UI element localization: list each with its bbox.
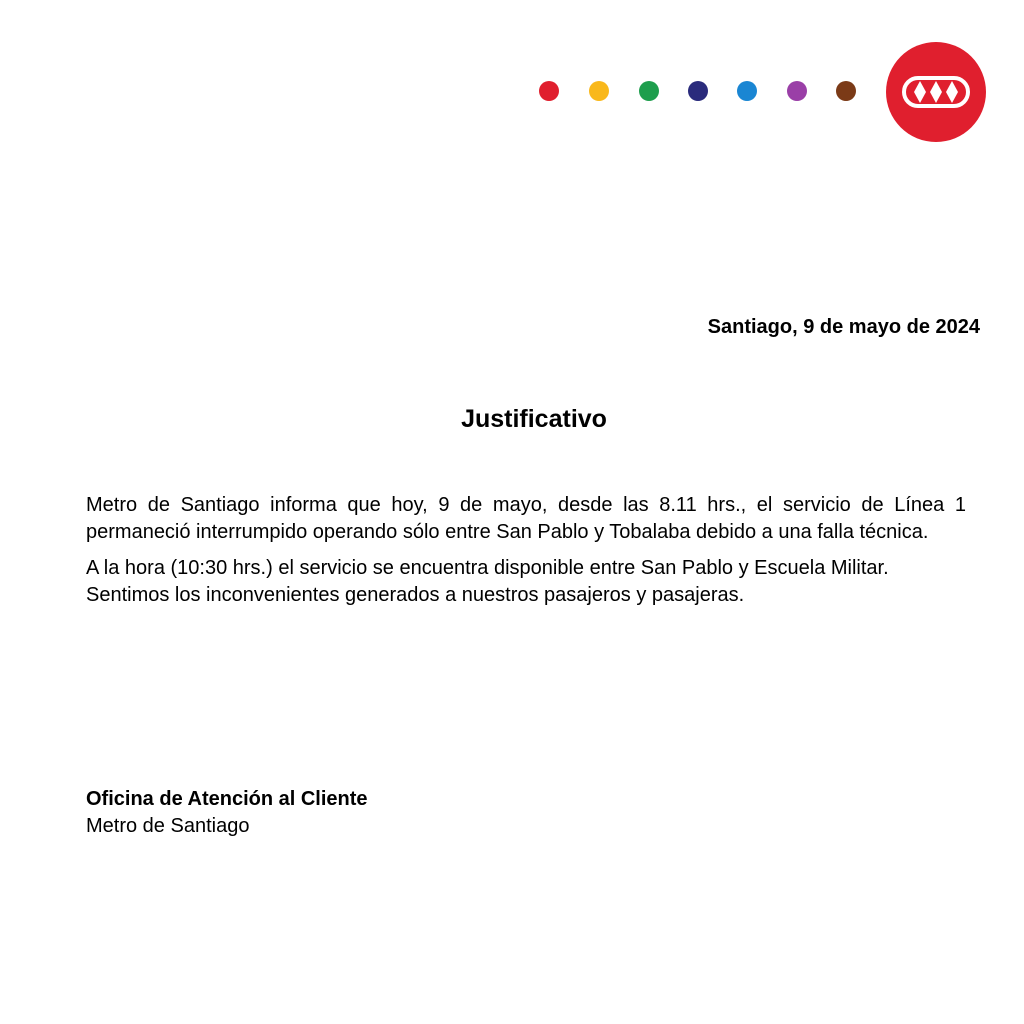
- metro-line-dot: [589, 81, 609, 101]
- document-title: Justificativo: [461, 405, 607, 433]
- letterhead: [0, 0, 1024, 160]
- signature-organization: Metro de Santiago: [86, 815, 250, 837]
- metro-line-dot: [787, 81, 807, 101]
- metro-line-dot: [688, 81, 708, 101]
- letter-body: [86, 492, 966, 618]
- letter-date: Santiago, 9 de mayo de 2024: [707, 316, 980, 338]
- metro-de-santiago-logo: [886, 42, 986, 142]
- metro-line-dot: [539, 81, 559, 101]
- body-paragraph: A la hora (10:30 hrs.) el servicio se encuentra disponible entre San Pablo y Escuela Militar. Sentimos los inconvenientes generados a nuestros pasajeros y pasajeras.: [86, 557, 889, 606]
- body-paragraph: Metro de Santiago informa que hoy, 9 de mayo, desde las 8.11 hrs., el servicio de Línea 1 permaneció interrumpido operando sólo entre San Pablo y Tobalaba debido a una falla técnica.: [86, 494, 966, 543]
- metro-line-dot: [737, 81, 757, 101]
- metro-line-dot: [639, 81, 659, 101]
- signature-block: [86, 786, 368, 840]
- signature-office: Oficina de Atención al Cliente: [86, 788, 368, 810]
- metro-line-dot: [836, 81, 856, 101]
